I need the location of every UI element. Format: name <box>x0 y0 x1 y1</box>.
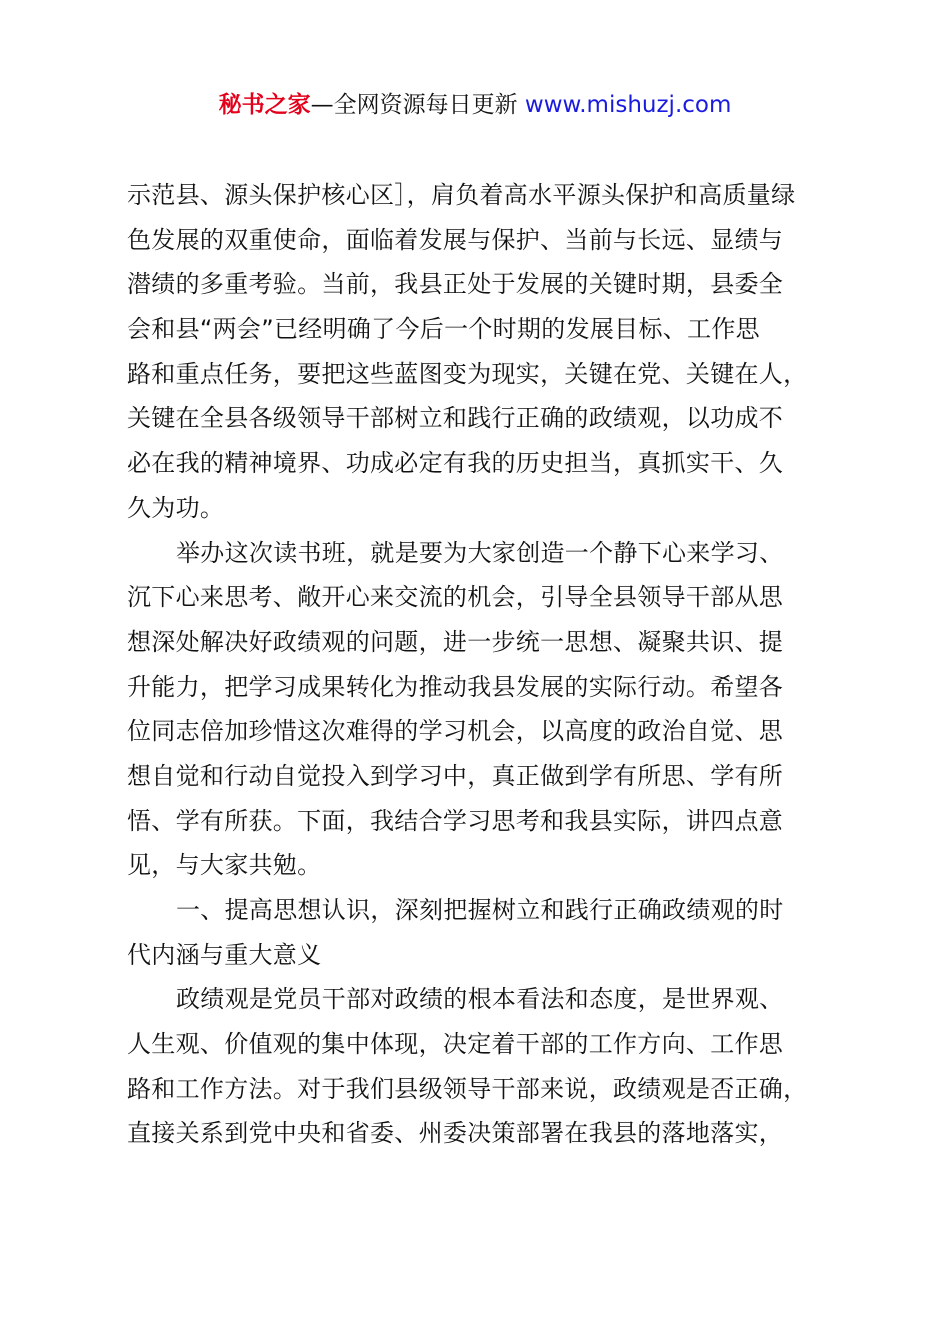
text-line: 路和重点任务，要把这些蓝图变为现实，关键在党、关键在人， <box>127 359 808 388</box>
page-header <box>0 88 950 122</box>
text-line: 路和工作方法。对于我们县级领导干部来说，政绩观是否正确， <box>127 1074 808 1103</box>
section-heading: 一、提高思想认识，深刻把握树立和践行正确政绩观的时 <box>176 896 784 924</box>
text-line: 想自觉和行动自觉投入到学习中，真正做到学有所思、学有所 <box>127 761 784 790</box>
site-url-link[interactable]: www.mishuzj.com <box>524 92 732 118</box>
site-tagline: —全网资源每日更新 <box>310 92 525 118</box>
text-line: 潜绩的多重考验。当前，我县正处于发展的关键时期，县委全 <box>127 270 784 299</box>
section-heading-continued: 代内涵与重大意义 <box>127 940 322 969</box>
document-body <box>127 173 827 1156</box>
paragraph-first-line: 政绩观是党员干部对政绩的根本看法和态度，是世界观、 <box>176 985 784 1014</box>
site-brand: 秘书之家 <box>218 92 311 118</box>
text-line: 悟、学有所获。下面，我结合学习思考和我县实际，讲四点意 <box>127 806 784 835</box>
paragraph-first-line: 举办这次读书班，就是要为大家创造一个静下心来学习、 <box>176 538 784 567</box>
text-line: 升能力，把学习成果转化为推动我县发展的实际行动。希望各 <box>127 672 784 701</box>
text-line: 示范县、源头保护核心区］，肩负着高水平源头保护和高质量绿 <box>127 181 796 209</box>
text-line: 必在我的精神境界、功成必定有我的历史担当，真抓实干、久 <box>127 449 784 478</box>
text-line: 会和县“两会”已经明确了今后一个时期的发展目标、工作思 <box>127 315 760 344</box>
text-line: 久为功。 <box>127 493 225 522</box>
text-line: 想深处解决好政绩观的问题，进一步统一思想、凝聚共识、提 <box>127 627 784 656</box>
text-line: 人生观、价值观的集中体现，决定着干部的工作方向、工作思 <box>127 1030 784 1059</box>
text-line: 直接关系到党中央和省委、州委决策部署在我县的落地落实， <box>127 1119 784 1148</box>
text-line: 沉下心来思考、敞开心来交流的机会，引导全县领导干部从思 <box>127 583 784 612</box>
text-line: 位同志倍加珍惜这次难得的学习机会，以高度的政治自觉、思 <box>127 717 784 746</box>
text-line: 见，与大家共勉。 <box>127 851 322 880</box>
text-line: 色发展的双重使命，面临着发展与保护、当前与长远、显绩与 <box>127 225 784 254</box>
text-line: 关键在全县各级领导干部树立和践行正确的政绩观，以功成不 <box>127 404 784 433</box>
